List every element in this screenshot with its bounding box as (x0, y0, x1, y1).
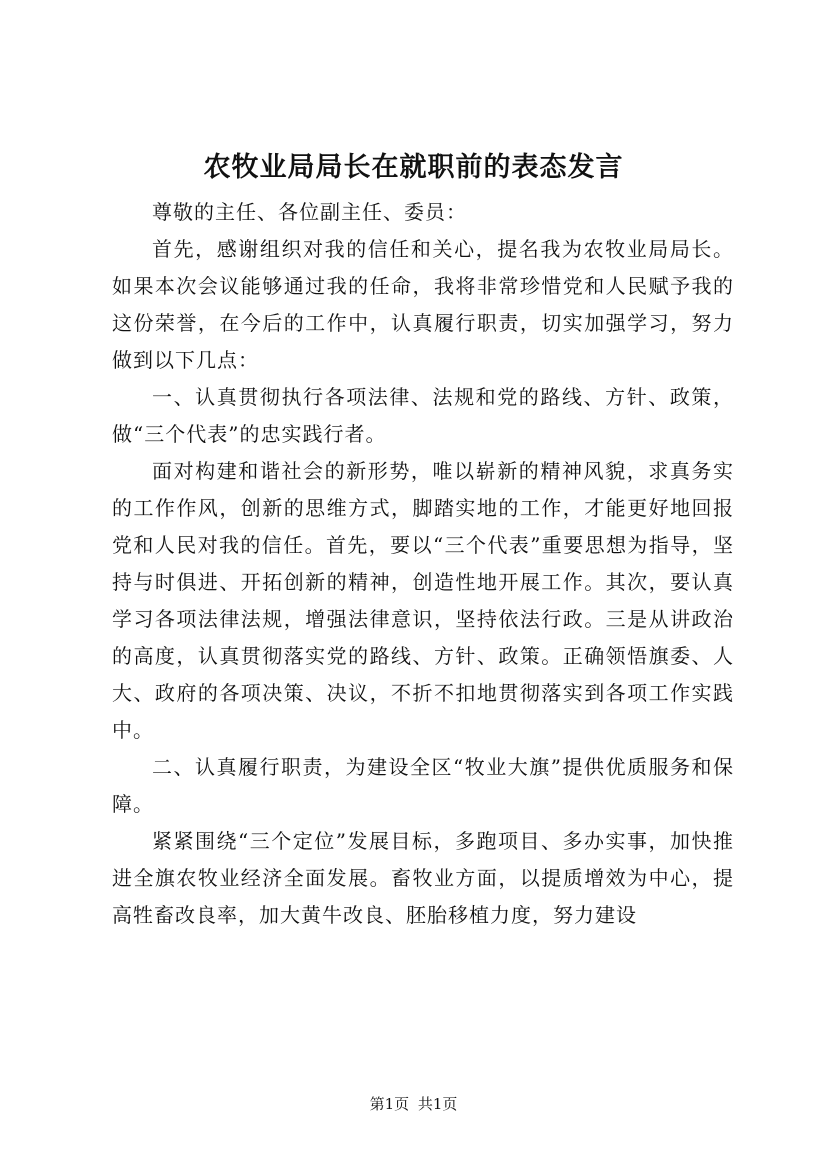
paragraph-intro: 首先，感谢组织对我的信任和关心，提名我为农牧业局局长。如果本次会议能够通过我的任命，我将非常珍惜党和人民赋予我的这份荣誉，在今后的工作中，认真履行职责，切实加强学习，努力做到以下几点： (112, 237, 734, 372)
document-title: 农牧业局局长在就职前的表态发言 (203, 152, 624, 183)
document-body (112, 194, 734, 934)
paragraph-point-one-heading: 一、认真贯彻执行各项法律、法规和党的路线、方针、政策，做“三个代表”的忠实践行者。 (112, 385, 734, 446)
paragraph-salutation: 尊敬的主任、各位副主任、委员： (152, 200, 467, 224)
page-footer (0, 1094, 827, 1114)
paragraph-point-one-body: 面对构建和谐社会的新形势，唯以崭新的精神风貌，求真务实的工作作风，创新的思维方式，脚踏实地的工作，才能更好地回报党和人民对我的信任。首先，要以“三个代表”重要思想为指导，坚持与时俱进、开拓创新的精神，创造性地开展工作。其次，要认真学习各项法律法规，增强法律意识，坚持依法行政。三是从讲政治的高度，认真贯彻落实党的路线、方针、政策。正确领悟旗委、人大、政府的各项决策、决议，不折不扣地贯彻落实到各项工作实践中。 (112, 459, 734, 742)
paragraph-point-two-heading: 二、认真履行职责，为建设全区“牧业大旗”提供优质服务和保障。 (112, 755, 734, 816)
page-number: 第1页 (369, 1095, 410, 1113)
page-total: 共1页 (417, 1095, 458, 1113)
paragraph-point-two-body: 紧紧围绕“三个定位”发展目标，多跑项目、多办实事，加快推进全旗农牧业经济全面发展。畜牧业方面，以提质增效为中心，提高牲畜改良率，加大黄牛改良、胚胎移植力度，努力建设 (112, 829, 734, 927)
